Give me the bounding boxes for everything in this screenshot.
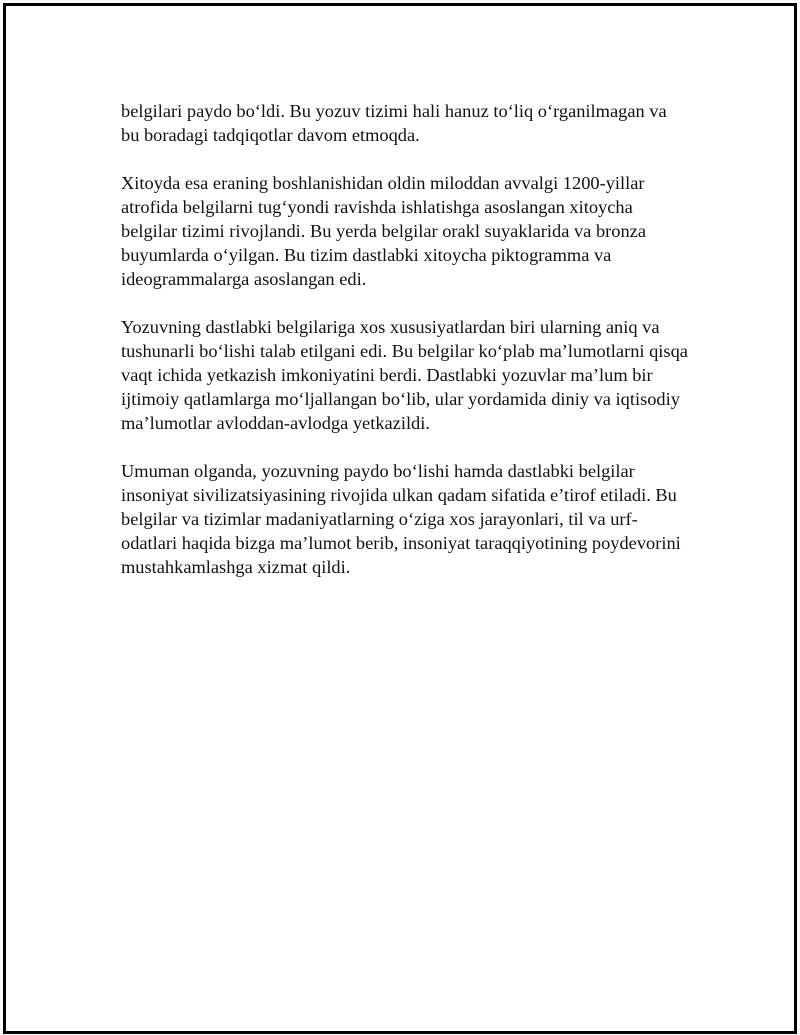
page-frame (3, 3, 797, 1034)
paragraph-1: belgilari paydo bo‘ldi. Bu yozuv tizimi hali hanuz to‘liq o‘rganilmagan va bu boradagi tadqiqotlar davom etmoqda. (121, 101, 667, 145)
paragraph-2: Xitoyda esa eraning boshlanishidan oldin miloddan avvalgi 1200-yillar atrofida belgilarni tug‘yondi ravishda ishlatishga asoslangan xitoycha belgilar tizimi rivojlandi. Bu yerda belgilar orakl suyaklarida va bronza buyumlarda o‘yilgan. Bu tizim dastlabki xitoycha piktogramma va ideogrammalarga asoslangan edi. (121, 173, 646, 289)
document-body (121, 99, 706, 603)
paragraph-4: Umuman olganda, yozuvning paydo bo‘lishi hamda dastlabki belgilar insoniyat sivilizatsiyasining rivojida ulkan qadam sifatida e’tirof etiladi. Bu belgilar va tizimlar madaniyatlarning o‘ziga xos jarayonlari, til va urf- odatlari haqida bizga ma’lumot berib, insoniyat taraqqiyotining poydevorini mustahkamlashga xizmat qildi. (121, 461, 681, 577)
paragraph-3: Yozuvning dastlabki belgilariga xos xususiyatlardan biri ularning aniq va tushunarli bo‘lishi talab etilgani edi. Bu belgilar ko‘plab ma’lumotlarni qisqa vaqt ichida yetkazish imkoniyatini berdi. Dastlabki yozuvlar ma’lum bir ijtimoiy qatlamlarga mo‘ljallangan bo‘lib, ular yordamida diniy va iqtisodiy ma’lumotlar avloddan-avlodga yetkazildi. (121, 317, 688, 433)
